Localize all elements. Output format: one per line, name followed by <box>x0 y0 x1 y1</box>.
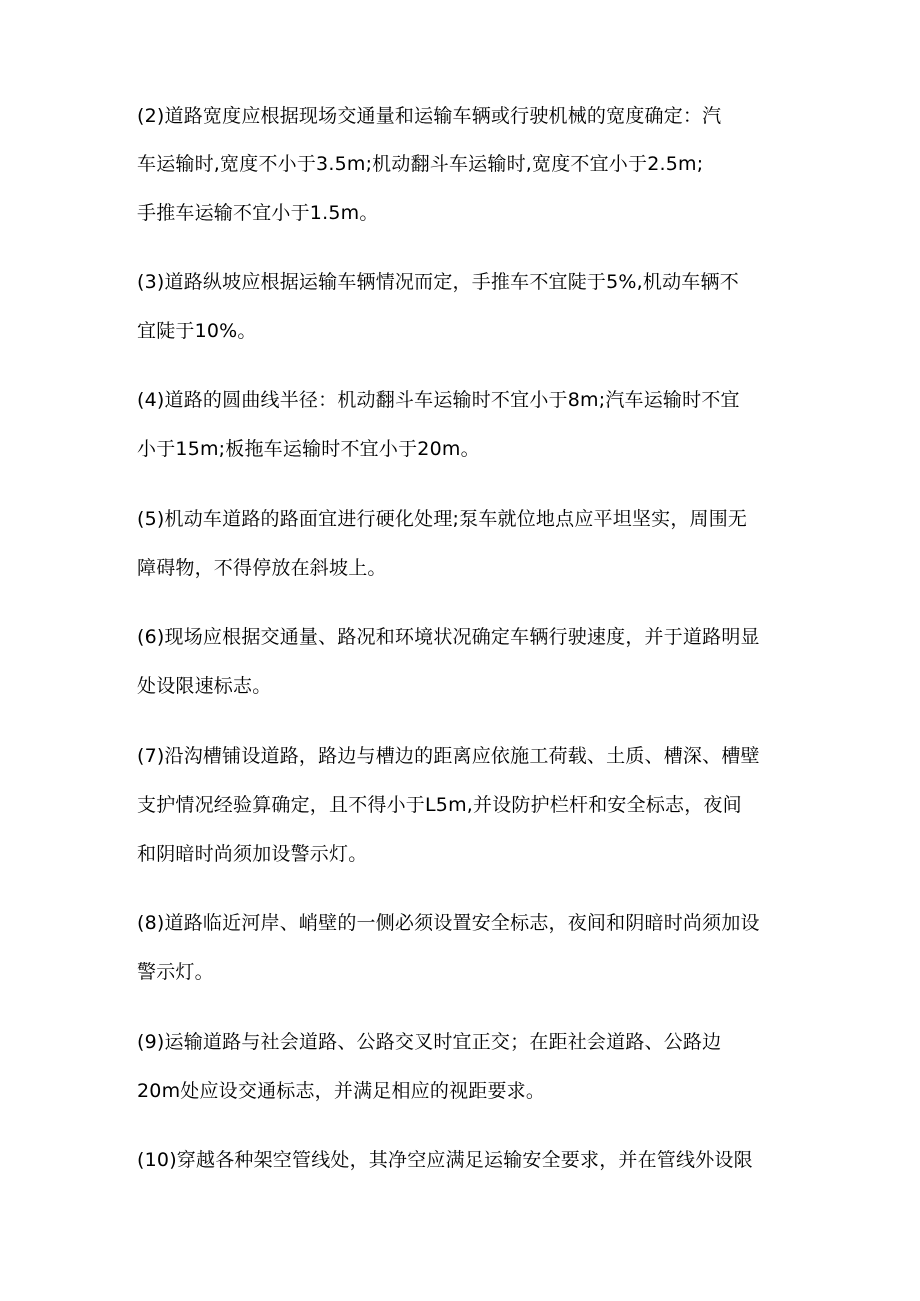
paragraph-line: 警示灯。 <box>137 961 214 983</box>
paragraph-line: 支护情况经验算确定，且不得小于L5m,并设防护栏杆和安全标志，夜间 <box>137 794 742 816</box>
paragraph-line: (3)道路纵坡应根据运输车辆情况而定，手推车不宜陡于5%,机动车辆不 <box>137 271 739 293</box>
paragraph-line: (7)沿沟槽铺设道路，路边与槽边的距离应依施工荷载、土质、槽深、槽壁 <box>137 745 760 767</box>
paragraph-line: 处设限速标志。 <box>137 675 272 697</box>
paragraph-line: 车运输时,宽度不小于3.5m;机动翻斗车运输时,宽度不宜小于2.5m; <box>137 153 704 175</box>
paragraph-line: (6)现场应根据交通量、路况和环境状况确定车辆行驶速度，并于道路明显 <box>137 626 760 648</box>
paragraph-line: 障碍物，不得停放在斜坡上。 <box>137 557 387 579</box>
paragraph-line: 小于15m;板拖车运输时不宜小于20m。 <box>137 438 480 460</box>
paragraph-line: (4)道路的圆曲线半径：机动翻斗车运输时不宜小于8m;汽车运输时不宜 <box>137 389 740 411</box>
paragraph-line: 20m处应设交通标志，并满足相应的视距要求。 <box>137 1080 546 1102</box>
paragraph-line: (10)穿越各种架空管线处，其净空应满足运输安全要求，并在管线外设限 <box>137 1149 753 1171</box>
paragraph-line: (8)道路临近河岸、峭壁的一侧必须设置安全标志，夜间和阴暗时尚须加设 <box>137 912 760 934</box>
paragraph-line: 和阴暗时尚须加设警示灯。 <box>137 843 368 865</box>
paragraph-line: (9)运输道路与社会道路、公路交叉时宜正交；在距社会道路、公路边 <box>137 1031 722 1053</box>
paragraph-line: (5)机动车道路的路面宜进行硬化处理;泵车就位地点应平坦坚实，周围无 <box>137 508 748 530</box>
paragraph-line: (2)道路宽度应根据现场交通量和运输车辆或行驶机械的宽度确定：汽 <box>137 105 722 127</box>
paragraph-line: 宜陡于10%。 <box>137 320 257 342</box>
paragraph-line: 手推车运输不宜小于1.5m。 <box>137 202 379 224</box>
